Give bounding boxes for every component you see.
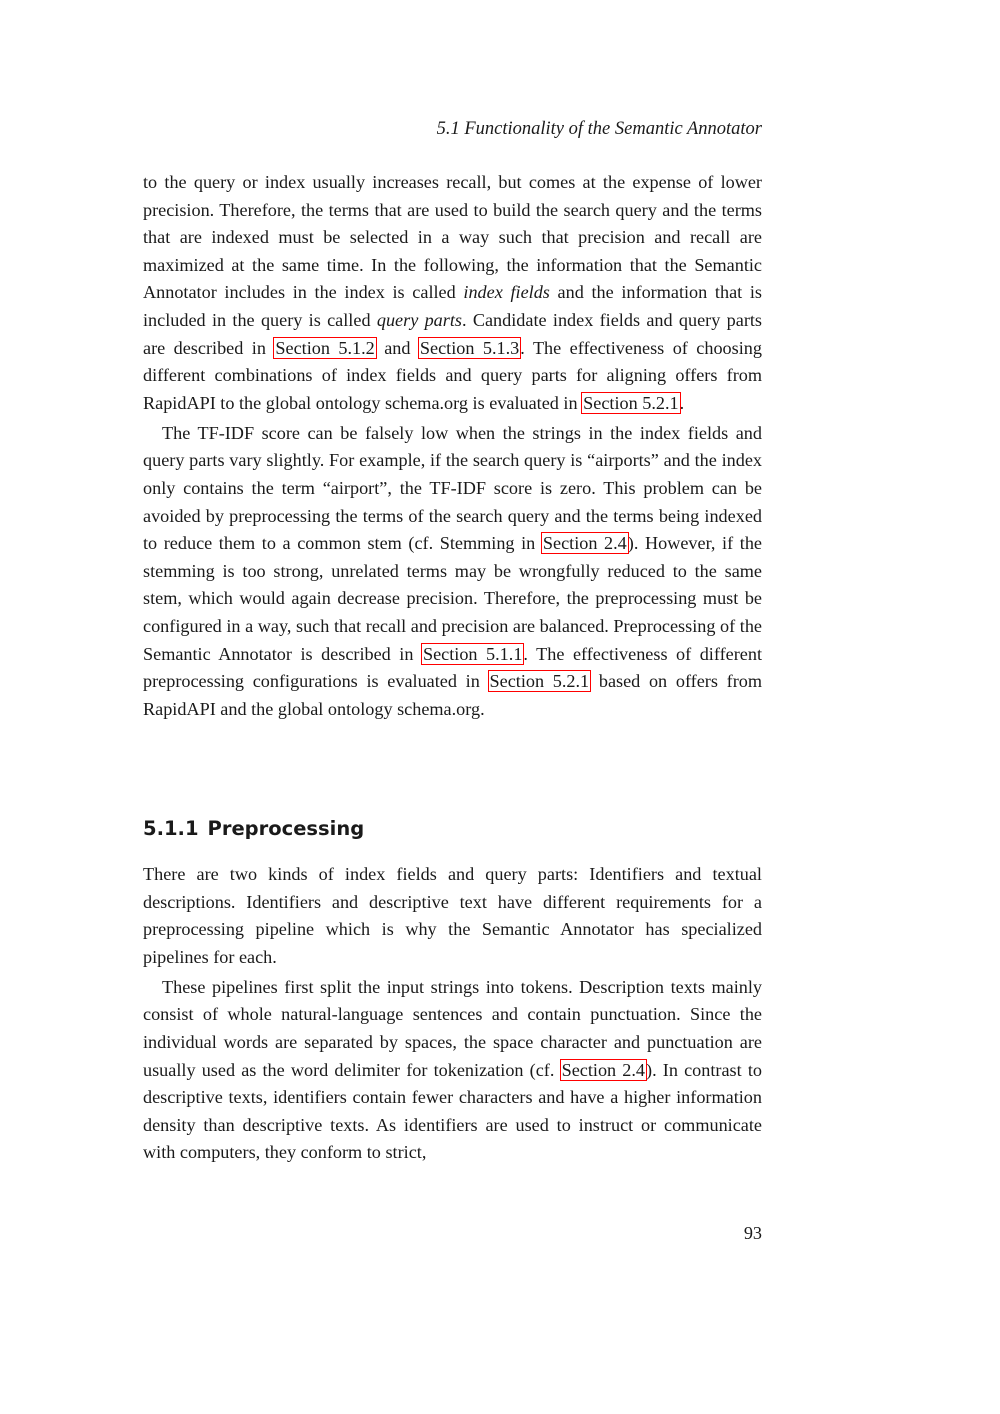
paragraph-index-fields [143, 169, 762, 417]
link-section-5-1-3[interactable]: Section 5.1.3 [419, 337, 520, 358]
text-block-intro [143, 169, 762, 723]
paragraph-tfidf [143, 420, 762, 724]
paragraph-text: based on offers from RapidAPI and the global ontology schema.org. [143, 671, 762, 719]
link-section-5-1-1[interactable]: Section 5.1.1 [422, 643, 523, 664]
paragraph-text: . The effectiveness of choosing different combinations of index fields and query parts for aligning offers from RapidAPI to the global ontology schema.org is evaluated in [143, 337, 762, 413]
section-number: 5.1.1 [143, 817, 199, 840]
paragraph-text: ). In contrast to descriptive texts, identifiers contain fewer characters and have a higher information density than descriptive texts. As identifiers are used to instruct or communicate with computers, they conform to strict, [143, 1059, 762, 1163]
link-section-2-4[interactable]: Section 2.4 [542, 533, 627, 554]
paragraph-text: These pipelines first split the input strings into tokens. Description texts mainly consist of whole natural-language sentences and contain punctuation. Since the individual words are separated by spaces, the space character and punctuation are usually used as the word delimiter for tokenization (cf. [143, 976, 762, 1080]
term-query-parts: query parts [376, 309, 462, 330]
page-number: 93 [743, 1223, 762, 1243]
section-title: Preprocessing [207, 817, 365, 840]
paragraph-text: to the query or index usually increases recall, but comes at the expense of lower precision. Therefore, the terms that are used to build the search query and the terms that are indexed must be selected in a way such that precision and recall are maximized at the same time. In the following, the information that the Semantic Annotator includes in the index is called [143, 172, 762, 303]
running-header: 5.1 Functionality of the Semantic Annotator [436, 119, 762, 139]
text-block-preprocessing [143, 861, 762, 1167]
link-section-5-2-1[interactable]: Section 5.2.1 [583, 392, 679, 413]
link-section-5-1-2[interactable]: Section 5.1.2 [275, 337, 375, 358]
section-heading [143, 816, 364, 842]
paragraph-text: The TF-IDF score can be falsely low when the strings in the index fields and query parts vary slightly. For example, if the search query is “airports” and the index only contains the term “airport”, the TF-IDF score is zero. This problem can be avoided by preprocessing the terms of the search query and the terms being indexed to reduce them to a common stem (cf. Stemming in [143, 422, 762, 554]
term-index-fields: index fields [463, 282, 550, 303]
link-section-2-4[interactable]: Section 2.4 [561, 1059, 646, 1080]
paragraph-text: . [679, 392, 685, 413]
paragraph-text: and the information that is included in the query is called [143, 282, 762, 330]
paragraph-kinds: There are two kinds of index fields and query parts: Identifiers and textual descriptions. Identifiers and descriptive text have different requirements for a preprocessing pipeline which is why the Semantic Annotator has specialized pipelines for each. [143, 864, 762, 967]
link-section-5-2-1[interactable]: Section 5.2.1 [489, 671, 590, 692]
paragraph-text: . Candidate index fields and query parts are described in [143, 309, 763, 358]
paragraph-text: and [375, 337, 419, 358]
paragraph-text: . The effectiveness of different preprocessing configurations is evaluated in [143, 643, 762, 692]
paragraph-text: ). However, if the stemming is too strong, unrelated terms may be wrongfully reduced to the same stem, which would again decrease precision. Therefore, the preprocessing must be configured in a way, such that recall and precision are balanced. Preprocessing of the Semantic Annotator is described in [143, 533, 762, 664]
paragraph-pipelines [143, 974, 762, 1167]
